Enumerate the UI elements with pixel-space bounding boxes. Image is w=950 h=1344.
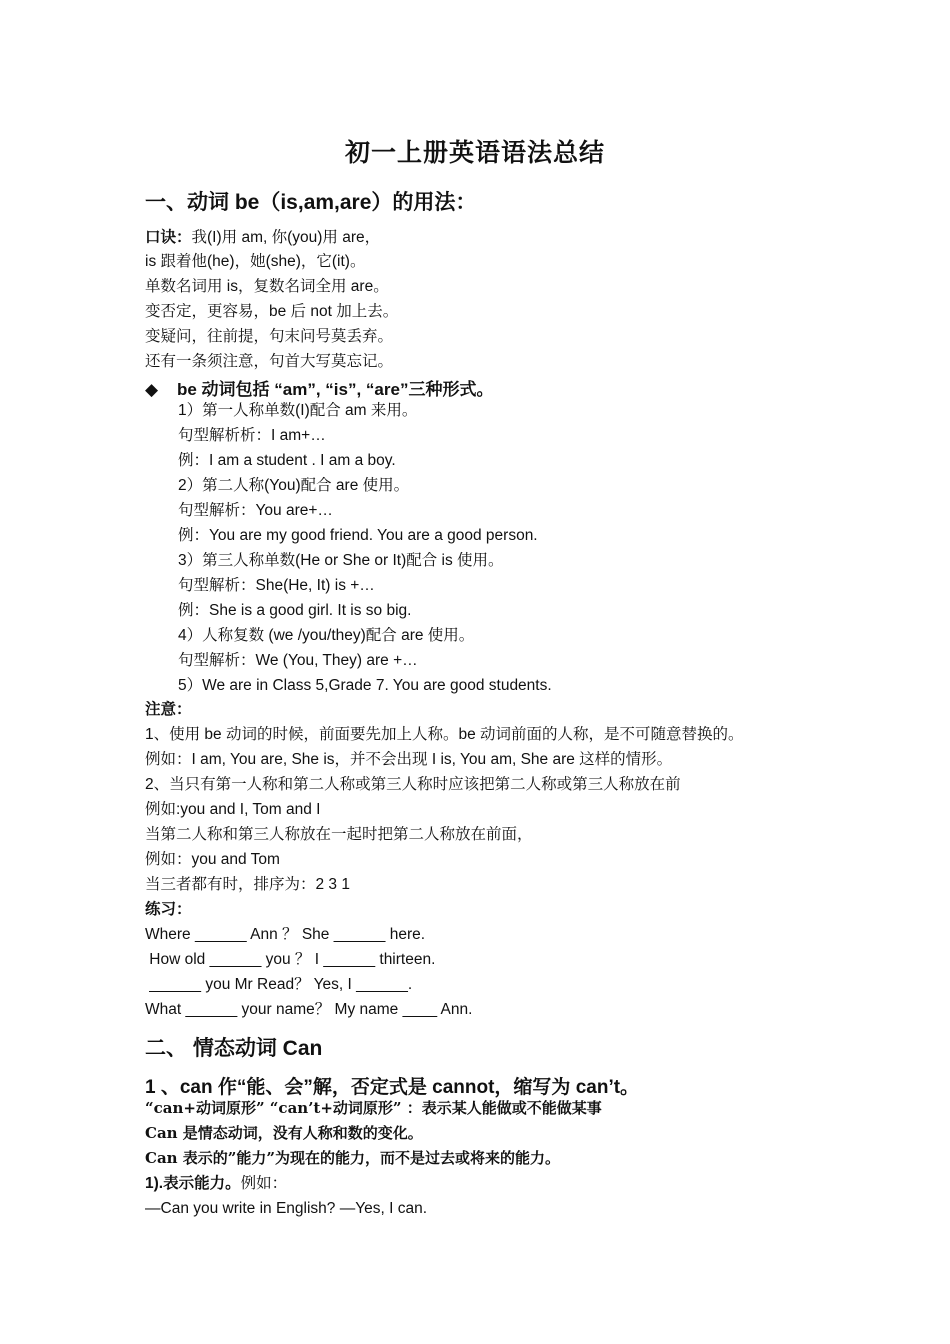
rhyme-line: 单数名词用 is，复数名词全用 are。 (145, 278, 389, 295)
point-line: 句型解析析：I am+… (178, 427, 326, 444)
koujue-label: 口诀： (145, 229, 192, 246)
section1-heading: 一、动词 be（is,am,are）的用法： (145, 191, 477, 214)
exercise-line: What ______ your name？ My name ____ Ann. (145, 1001, 473, 1018)
ability-label: 1).表示能力。 (145, 1175, 241, 1192)
practice-label: 练习： (145, 901, 192, 918)
ability-example-label: 例如： (240, 1175, 288, 1192)
be-forms-bullet (145, 375, 493, 400)
exercise-line: How old ______ you ？ I ______ thirteen. (145, 951, 436, 968)
note-line: 当第二人称和第三人称放在一起时把第二人称放在前面， (145, 826, 533, 843)
exercise-line: Where ______ Ann ？ She ______ here. (145, 926, 426, 943)
note-label: 注意： (145, 701, 192, 718)
page-title: 初一上册英语语法总结 (344, 138, 605, 167)
point-line: 例：She is a good girl. It is so big. (178, 602, 412, 619)
dialog-line: —Can you write in English? —Yes, I can. (145, 1200, 428, 1217)
point-line: 2）第二人称(You)配合 are 使用。 (178, 477, 410, 494)
note-line: 1、使用 be 动词的时候，前面要先加上人称。be 动词前面的人称，是不可随意替换的。 (145, 726, 744, 743)
section2-heading: 二、 情态动词 Can (145, 1037, 323, 1060)
rhyme-line: 还有一条须注意，句首大写莫忘记。 (145, 353, 394, 370)
can-rule-line: Can 表示的”能力”为现在的能力，而不是过去或将来的能力。 (145, 1149, 561, 1167)
diamond-bullet-icon: ◆ (145, 380, 159, 399)
can-rule-line: “can+动词原形” “can’t+动词原形” ：表示某人能做或不能做某事 (145, 1099, 602, 1117)
koujue-text: 我(I)用 am, 你(you)用 are， (191, 229, 381, 246)
point-line: 5）We are in Class 5,Grade 7. You are good students. (178, 677, 552, 694)
point-line: 例：You are my good friend. You are a good person. (178, 527, 538, 544)
point-line: 3）第三人称单数(He or She or It)配合 is 使用。 (178, 552, 504, 569)
point-line: 句型解析：You are+… (178, 502, 333, 519)
exercise-line: ______ you Mr Read？ Yes, I ______. (145, 976, 413, 993)
note-line: 2、当只有第一人称和第二人称或第三人称时应该把第二人称或第三人称放在前 (145, 776, 681, 793)
can-rule-line: Can 是情态动词，没有人称和数的变化。 (145, 1124, 423, 1142)
rhyme-line: 变疑问，往前提，句末问号莫丢弃。 (145, 328, 394, 345)
koujue-line (145, 228, 380, 248)
point-line: 句型解析：She(He, It) is +… (178, 577, 375, 594)
rhyme-line: 变否定，更容易，be 后 not 加上去。 (145, 303, 399, 320)
can-subheading: 1 、can 作“能、会”解，否定式是 cannot，缩写为 can’t。 (145, 1077, 640, 1098)
note-line: 例如：I am, You are, She is，并不会出现 I is, You am, She are 这样的情形。 (145, 751, 673, 768)
point-line: 句型解析：We (You, They) are +… (178, 652, 418, 669)
note-line: 例如:you and I, Tom and I (145, 801, 321, 818)
note-line: 例如：you and Tom (145, 851, 280, 868)
rhyme-line: is 跟着他(he)，她(she)，它(it)。 (145, 253, 366, 270)
point-line: 例：I am a student . I am a boy. (178, 452, 396, 469)
point-line: 1）第一人称单数(I)配合 am 来用。 (178, 402, 418, 419)
point-line: 4）人称复数 (we /you/they)配合 are 使用。 (178, 627, 475, 644)
ability-line (145, 1174, 287, 1194)
note-line: 当三者都有时，排序为：2 3 1 (145, 876, 350, 893)
bullet-text: be 动词包括 “am”, “is”, “are”三种形式。 (177, 380, 494, 399)
